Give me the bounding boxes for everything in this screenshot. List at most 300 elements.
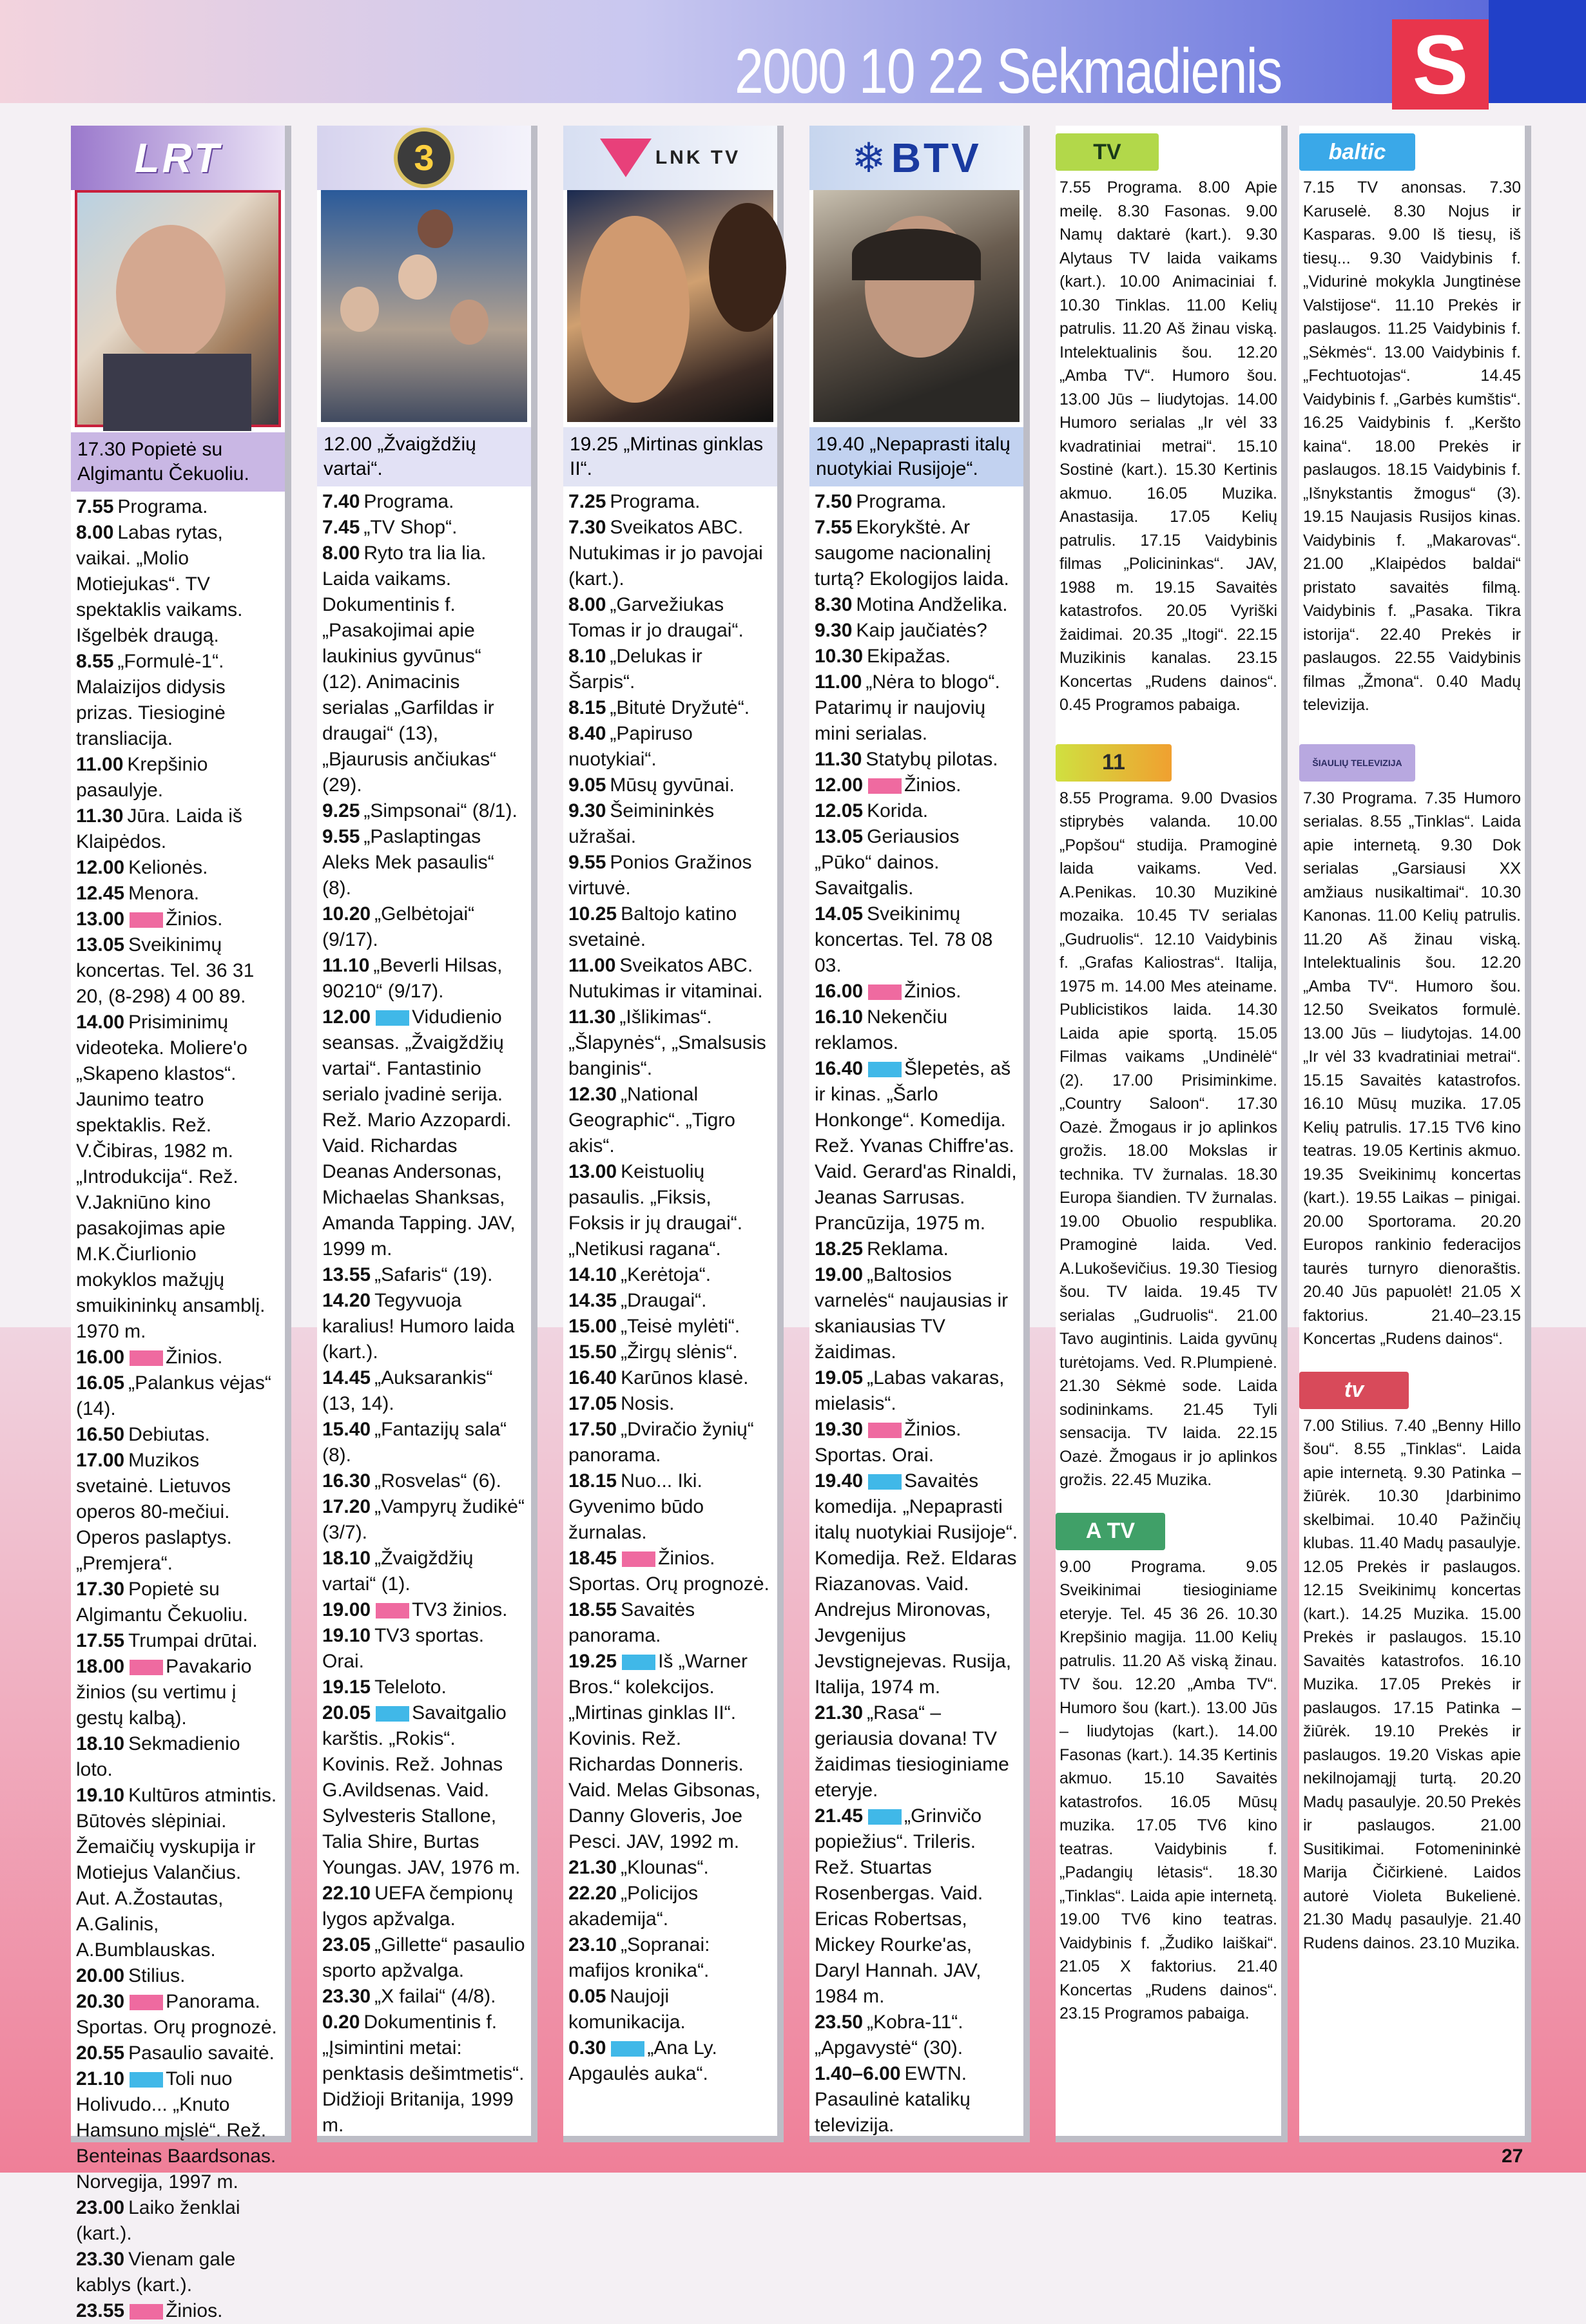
program-title: „Kerėtoja“. <box>621 1264 711 1285</box>
program-row <box>568 1984 772 2035</box>
program-title: „Vampyrų žudikė“ (3/7). <box>322 1496 525 1543</box>
program-time: 9.05 <box>568 774 606 796</box>
program-time: 7.25 <box>568 491 606 512</box>
program-title: Laiko ženklai (kart.). <box>76 2197 240 2244</box>
program-title: Muzikos svetainė. Lietuvos operos 80-mečiui. Operos paslaptys. „Premjera“. <box>76 1450 232 1574</box>
channel-column-lrt <box>71 126 291 2321</box>
program-title: Žinios. <box>904 981 962 1002</box>
film-badge-icon <box>376 1010 409 1026</box>
regional-block-text: 7.30 Programa. 7.35 Humoro serialas. 8.55 „Tinklas“. Laida apie internetą. 9.30 Dok serialas „Garsiausi XX amžiaus nusikaltimai“. 10.30 Kanonas. 11.00 Kelių patrulis. 11.20 Aš žinau viską. Intelektualinis šou. 12.20 „Amba TV“. Humoro šou. 12.50 Sveikatos formulė. 13.00 Jūs – liudytojas. 14.00 „Ir vėl 33 kvadratiniai metrai“. 15.15 Savaitės katastrofos. 16.10 Mūsų muzika. 17.05 Kelių patrulis. 17.15 TV6 kino teatras. 19.05 Kertinis akmuo. 19.35 Sveikinimų koncertas (kart.). 19.55 Laikas – pinigai. 20.00 Sportorama. 20.20 Europos rankinio federacijos taurės turnyro dienoraštis. 20.40 Jūs papuolėt! 21.05 X faktorius. 21.40–23.15 Koncertas „Rudens dainos“. <box>1303 789 1521 1348</box>
program-time: 23.55 <box>76 2300 125 2321</box>
program-time: 8.00 <box>322 543 360 564</box>
program-title: Savaitės komedija. „Nepaprasti italų nuotykiai Rusijoje“. Komedija. Rež. Eldaras Riazanovas. Vaid. Andrejus Mironovas, Jevgenijus Jevstignejevas. Rusija, Italija, 1974 m. <box>815 1470 1018 1698</box>
program-row <box>568 592 772 644</box>
program-time: 9.25 <box>322 800 360 821</box>
program-title: Statybų pilotas. <box>866 749 998 770</box>
program-title: Motina Andželika. <box>856 594 1008 615</box>
program-time: 23.50 <box>815 2012 864 2033</box>
program-row <box>76 752 280 803</box>
program-title: TV3 sportas. Orai. <box>322 1625 485 1672</box>
film-badge-icon <box>130 2072 163 2088</box>
program-time: 8.10 <box>568 646 606 667</box>
channel-column-lnk <box>563 126 784 2142</box>
program-time: 9.55 <box>568 852 606 873</box>
program-row <box>815 618 1018 644</box>
program-title: Sveikinimų koncertas. Tel. 78 08 03. <box>815 903 993 976</box>
program-time: 9.55 <box>322 826 360 847</box>
program-time: 8.40 <box>568 723 606 744</box>
program-row <box>76 1963 280 1989</box>
program-title: „Žirgų slėnis“. <box>621 1341 738 1363</box>
program-row <box>568 515 772 592</box>
program-title: Pavakario žinios (su vertimu į gestų kalbą). <box>76 1656 252 1729</box>
program-title: „Simpsonai“ (8/1). <box>363 800 517 821</box>
program-title: Žinios. <box>166 908 223 930</box>
program-row <box>568 644 772 695</box>
program-row <box>815 979 1018 1004</box>
news-badge-icon <box>868 1423 902 1438</box>
program-title: „Gelbėtojai“ (9/17). <box>322 903 475 950</box>
program-row <box>76 1654 280 1731</box>
news-badge-icon <box>130 1350 163 1366</box>
news-badge-icon <box>130 2304 163 2319</box>
program-title: „Formulė-1“. Malaizijos didysis prizas. Tiesioginė transliacija. <box>76 651 226 749</box>
news-badge-icon <box>130 1660 163 1675</box>
program-time: 18.10 <box>322 1548 371 1569</box>
program-title: Jūra. Laida iš Klaipėdos. <box>76 805 242 852</box>
program-title: Programa. <box>856 491 947 512</box>
program-title: Žinios. <box>166 2300 223 2321</box>
program-time: 14.10 <box>568 1264 617 1285</box>
tv3-highlight: 12.00 „Žvaigždžių vartai“. <box>317 427 531 486</box>
film-badge-icon <box>622 1655 655 1670</box>
program-title: „Bitutė Dryžutė“. <box>610 697 750 718</box>
btv-highlight: 19.40 „Nepaprasti italų nuotykiai Rusijoje“. <box>809 427 1023 486</box>
program-time: 18.00 <box>76 1656 125 1677</box>
channel-column-btv <box>809 126 1030 2142</box>
film-badge-icon <box>611 2041 644 2057</box>
program-title: Karūnos klasė. <box>621 1367 749 1388</box>
header-accent <box>1489 0 1586 103</box>
page-number: 27 <box>1502 2146 1523 2167</box>
program-row <box>322 541 526 798</box>
program-title: Žinios. Sportas. Orai. <box>815 1419 962 1466</box>
program-title: Šlepetės, aš ir kinas. „Šarlo Honkonge“. Komedija. Rež. Yvanas Chiffre'as. Vaid. Gerard'as Rinaldi, Jeanas Sarrusas. Prancūzija, 1975 m. <box>815 1058 1017 1234</box>
program-row <box>76 1010 280 1345</box>
program-time: 19.10 <box>322 1625 371 1646</box>
program-title: Nekenčiu reklamos. <box>815 1006 948 1053</box>
program-row <box>568 773 772 798</box>
regional-block-text: 7.55 Programa. 8.00 Apie meilę. 8.30 Fasonas. 9.00 Namų daktarė (kart.). 9.30 Alytaus TV laida vaikams (kart.). 10.00 Animaciniai f. 10.30 Tinklas. 11.00 Kelių patrulis. 11.20 Aš žinau viską. Intelektualinis šou. 12.20 „Amba TV“. Humoro šou. 13.00 Jūs – liudytojas. 14.00 Humoro serialas „Ir vėl 33 kvadratiniai metrai“. 15.10 Sostinė (kart.). 15.30 Kertinis akmuo. 16.05 Muzika. Anastasija. 17.05 Kelių patrulis. 17.15 Vaidybinis filmas „Policininkas“. JAV, 1988 m. 19.15 Savaitės katastrofos. 20.05 Vyriški žaidimai. 20.35 „Itogi“. 22.15 Muzikinis kanalas. 23.15 Koncertas „Rudens dainos“. 0.45 Programos pabaiga. <box>1059 178 1277 714</box>
program-title: Savaitės panorama. <box>568 1599 695 1646</box>
program-row <box>76 649 280 752</box>
program-row <box>815 1056 1018 1236</box>
program-time: 12.00 <box>815 774 864 796</box>
program-time: 18.15 <box>568 1470 617 1492</box>
program-time: 1.40–6.00 <box>815 2063 901 2084</box>
program-title: „Auksarankis“ (13, 14). <box>322 1367 493 1414</box>
program-time: 10.30 <box>815 646 864 667</box>
program-row <box>76 494 280 520</box>
program-title: „Garvežiukas Tomas ir jo draugai“. <box>568 594 744 641</box>
program-time: 18.55 <box>568 1599 617 1620</box>
program-row <box>568 489 772 515</box>
program-row <box>76 907 280 932</box>
regional-column-left <box>1056 126 1288 2142</box>
program-row <box>568 1391 772 1417</box>
program-time: 13.00 <box>568 1161 617 1182</box>
program-time: 18.45 <box>568 1548 617 1569</box>
program-row <box>568 901 772 953</box>
tv3-program-list <box>317 486 531 2138</box>
program-time: 7.55 <box>76 496 114 517</box>
program-time: 15.50 <box>568 1341 617 1363</box>
program-title: „X failai“ (4/8). <box>374 1986 496 2007</box>
program-title: Debiutas. <box>128 1424 210 1445</box>
program-time: 17.30 <box>76 1579 125 1600</box>
program-row <box>76 1577 280 1628</box>
program-title: Panorama. Sportas. Orų prognozė. <box>76 1991 277 2038</box>
program-time: 14.20 <box>322 1290 371 1311</box>
program-row <box>568 1546 772 1597</box>
program-time: 11.00 <box>815 671 862 693</box>
program-title: „Rasa“ – geriausia dovana! TV žaidimas tiesioginiame eteryje. <box>815 1702 1009 1801</box>
program-row <box>815 669 1018 747</box>
film-badge-icon <box>868 1474 902 1490</box>
program-title: „Kobra-11“. „Apgavystė“ (30). <box>815 2012 963 2059</box>
program-row <box>815 1236 1018 1262</box>
film-badge-icon <box>868 1062 902 1077</box>
program-row <box>815 824 1018 901</box>
program-title: Sveikatos ABC. Nutukimas ir vitaminai. <box>568 955 763 1002</box>
program-title: „Gillette“ pasaulio sporto apžvalga. <box>322 1934 525 1981</box>
program-row <box>76 1628 280 1654</box>
program-row <box>815 1262 1018 1365</box>
program-time: 9.30 <box>815 620 853 641</box>
program-row <box>322 1984 526 2010</box>
program-row <box>322 489 526 515</box>
program-time: 11.30 <box>76 805 124 827</box>
regional-block-baltic-logo: baltic <box>1299 132 1525 172</box>
program-row <box>815 901 1018 979</box>
program-row <box>76 2066 280 2195</box>
program-time: 8.55 <box>76 651 114 672</box>
program-time: 7.50 <box>815 491 853 512</box>
regional-block-11-logo: 11 <box>1056 743 1281 783</box>
program-title: TV3 žinios. <box>412 1599 508 1620</box>
program-row <box>815 592 1018 618</box>
program-row <box>76 932 280 1010</box>
program-title: Kelionės. <box>128 857 208 878</box>
program-title: Sveikatos ABC. Nutukimas ir jo pavojai (kart.). <box>568 517 763 590</box>
program-time: 10.25 <box>568 903 617 925</box>
program-time: 12.00 <box>322 1006 371 1028</box>
program-row <box>815 1803 1018 2010</box>
news-badge-icon <box>868 778 902 794</box>
program-time: 19.15 <box>322 1676 371 1698</box>
program-title: Trumpai drūtai. <box>128 1630 258 1651</box>
program-time: 16.00 <box>815 981 864 1002</box>
program-row <box>322 515 526 541</box>
program-title: „Papiruso nuotykiai“. <box>568 723 693 770</box>
program-time: 16.30 <box>322 1470 371 1492</box>
program-row <box>76 2298 280 2324</box>
program-time: 8.15 <box>568 697 606 718</box>
program-time: 12.30 <box>568 1084 617 1105</box>
program-time: 14.35 <box>568 1290 617 1311</box>
program-time: 14.45 <box>322 1367 371 1388</box>
program-time: 21.30 <box>815 1702 864 1724</box>
program-time: 12.05 <box>815 800 864 821</box>
program-title: Popietė su Algimantu Čekuoliu. <box>76 1579 248 1626</box>
program-row <box>322 824 526 901</box>
program-row <box>568 953 772 1004</box>
program-title: „Grinvičo popiežius“. Trileris. Rež. Stuartas Rosenbergas. Vaid. Ericas Robertsas, Mickey Rourke'as, Daryl Hannah. JAV, 1984 m. <box>815 1805 983 2007</box>
program-title: „Beverli Hilsas, 90210“ (9/17). <box>322 955 503 1002</box>
program-row <box>76 1448 280 1577</box>
program-row <box>76 2041 280 2066</box>
program-time: 7.55 <box>815 517 853 538</box>
program-time: 12.45 <box>76 883 125 904</box>
program-row <box>568 1365 772 1391</box>
program-time: 19.25 <box>568 1651 617 1672</box>
news-badge-icon <box>622 1551 655 1567</box>
program-title: Labas rytas, vaikai. „Molio Motiejukas“. TV spektaklis vaikams. Išgelbėk draugą. <box>76 522 243 646</box>
program-row <box>568 1340 772 1365</box>
program-row <box>76 1422 280 1448</box>
program-row <box>568 1649 772 1855</box>
regional-block-text: 7.00 Stilius. 7.40 „Benny Hillo šou“. 8.55 „Tinklas“. Laida apie internetą. 9.30 Patinka – žiūrėk. 10.30 Įdarbinimo skelbimai. 10.40 Pažinčių klubas. 11.40 Madų pasaulyje. 12.05 Prekės ir paslaugos. 12.15 Sveikinimų koncertas (kart.). 14.25 Muzika. 15.00 Prekės ir paslaugos. 15.10 Savaitės katastrofos. 16.10 Muzika. 17.05 Prekės ir paslaugos. 17.15 Patinka – žiūrėk. 19.10 Prekės ir paslaugos. 19.20 Viskas apie nekilnojamąjį turtą. 20.20 Madų pasaulyje. 20.50 Prekės ir paslaugos. 21.00 Susitikimai. Fotomenininkė Marija Čičirkienė. Laidos autorė Violeta Bukelienė. 21.30 Madų pasaulyje. 21.40 Rudens dainos. 23.10 Muzika. <box>1303 1416 1521 1952</box>
program-row <box>568 1855 772 1881</box>
program-row <box>76 2247 280 2298</box>
program-row <box>568 1468 772 1546</box>
regional-block-siauliu-logo: ŠIAULIŲ TELEVIZIJA <box>1299 743 1525 783</box>
channel-column-tv3 <box>317 126 537 2142</box>
program-title: Kaip jaučiatės? <box>856 620 987 641</box>
program-title: „Sopranai: mafijos kronika“. <box>568 1934 710 1981</box>
program-title: Nuo... Iki. Gyvenimo būdo žurnalas. <box>568 1470 704 1543</box>
program-row <box>322 1365 526 1417</box>
program-time: 13.05 <box>815 826 864 847</box>
program-title: Nosis. <box>621 1393 675 1414</box>
program-row <box>568 1288 772 1314</box>
program-row <box>322 1623 526 1675</box>
program-title: „Nėra to blogo“. Patarimų ir naujovių mini serialas. <box>815 671 1000 744</box>
program-time: 11.00 <box>76 754 124 775</box>
program-time: 23.05 <box>322 1934 371 1955</box>
program-title: Programa. <box>610 491 701 512</box>
program-time: 19.10 <box>76 1785 125 1806</box>
program-row <box>568 2035 772 2087</box>
program-time: 17.50 <box>568 1419 617 1440</box>
program-time: 16.05 <box>76 1372 125 1394</box>
program-row <box>76 520 280 649</box>
program-title: Ekipažas. <box>867 646 951 667</box>
program-title: „Draugai“. <box>621 1290 707 1311</box>
program-row <box>568 1159 772 1262</box>
program-time: 11.00 <box>568 955 616 976</box>
program-title: „Policijos akademija“. <box>568 1883 699 1930</box>
program-row <box>322 1417 526 1468</box>
program-title: Sveikinimų koncertas. Tel. 36 31 20, (8-298) 4 00 89. <box>76 934 255 1007</box>
program-title: Stilius. <box>128 1965 186 1986</box>
program-title: Dokumentinis f. „Įsimintini metai: penktasis dešimtmetis“. Didžioji Britanija, 1999 m. <box>322 2012 525 2136</box>
program-row <box>815 773 1018 798</box>
program-row <box>322 1468 526 1494</box>
program-time: 16.10 <box>815 1006 864 1028</box>
program-row <box>322 1262 526 1288</box>
program-time: 19.30 <box>815 1419 864 1440</box>
program-time: 15.40 <box>322 1419 371 1440</box>
program-title: Mūsų gyvūnai. <box>610 774 735 796</box>
program-row <box>322 2010 526 2138</box>
program-title: Krepšinio pasaulyje. <box>76 754 208 801</box>
film-badge-icon <box>868 1809 902 1825</box>
program-time: 22.10 <box>322 1883 371 1904</box>
program-time: 0.05 <box>568 1986 606 2007</box>
program-title: Vienam gale kablys (kart.). <box>76 2249 236 2296</box>
program-time: 18.25 <box>815 1238 864 1260</box>
program-row <box>568 1597 772 1649</box>
program-title: Ekorykštė. Ar saugome nacionalinį turtą? Ekologijos laida. <box>815 517 1009 590</box>
lrt-photo <box>75 190 281 427</box>
program-row <box>568 798 772 850</box>
lnk-highlight: 19.25 „Mirtinas ginklas II“. <box>563 427 777 486</box>
program-row <box>322 1932 526 1984</box>
program-row <box>322 953 526 1004</box>
program-title: „Žvaigždžių vartai“ (1). <box>322 1548 474 1595</box>
program-title: Prisiminimų videoteka. Moliere'o „Skapeno klastos“. Jaunimo teatro spektaklis. Rež. V.Čibiras, 1982 m. „Introdukcija“. Rež. V.Jakniūno kino pasakojimas apie M.K.Čiurlionio mokyklos mažųjų smuikininkų ansamblį. 1970 m. <box>76 1012 266 1342</box>
program-row <box>568 721 772 773</box>
program-time: 23.00 <box>76 2197 125 2218</box>
program-title: Keistuolių pasaulis. „Fiksis, Foksis ir jų draugai“. „Netikusi ragana“. <box>568 1161 743 1260</box>
program-time: 11.10 <box>322 955 370 976</box>
program-title: „Fantazijų sala“ (8). <box>322 1419 507 1466</box>
program-title: Šeimininkės užrašai. <box>568 800 715 847</box>
program-time: 20.00 <box>76 1965 125 1986</box>
program-time: 20.55 <box>76 2042 125 2064</box>
program-row <box>568 1314 772 1340</box>
program-time: 19.40 <box>815 1470 864 1492</box>
program-row <box>76 1345 280 1370</box>
program-time: 21.45 <box>815 1805 864 1827</box>
program-time: 8.30 <box>815 594 853 615</box>
program-title: „Teisė mylėti“. <box>621 1316 740 1337</box>
program-title: EWTN. Pasaulinė katalikų televizija. <box>815 2063 971 2136</box>
program-time: 11.30 <box>568 1006 616 1028</box>
program-time: 13.05 <box>76 934 125 956</box>
program-title: Tegyvuoja karalius! Humoro laida (kart.). <box>322 1290 515 1363</box>
program-time: 19.05 <box>815 1367 864 1388</box>
program-title: Reklama. <box>867 1238 949 1260</box>
program-title: „TV Shop“. <box>363 517 458 538</box>
program-row <box>568 1417 772 1468</box>
program-title: Žinios. <box>904 774 962 796</box>
program-row <box>815 1004 1018 1056</box>
news-badge-icon <box>130 912 163 928</box>
program-title: „Baltosios varnelės“ naujausias ir skaniausias TV žaidimas. <box>815 1264 1009 1363</box>
program-row <box>322 1675 526 1700</box>
program-row <box>76 1370 280 1422</box>
program-title: „Delukas ir Šarpis“. <box>568 646 702 693</box>
program-title: Iš „Warner Bros.“ kolekcijos. „Mirtinas ginklas II“. Kovinis. Rež. Richardas Donneris. Vaid. Melas Gibsonas, Danny Gloveris, Joe Pesci. JAV, 1992 m. <box>568 1651 760 1852</box>
program-row <box>76 2195 280 2247</box>
program-time: 16.40 <box>815 1058 864 1079</box>
lnk-photo <box>567 190 773 422</box>
program-row <box>815 489 1018 515</box>
tv3-logo: 3 <box>317 126 531 190</box>
program-title: „Labas vakaras, mielasis“. <box>815 1367 1005 1414</box>
lnk-program-list <box>563 486 777 2087</box>
program-time: 22.20 <box>568 1883 617 1904</box>
program-title: „Ana Ly. Apgaulės auka“. <box>568 2037 717 2084</box>
program-row <box>76 1731 280 1783</box>
program-title: Žinios. Sportas. Orų prognozė. <box>568 1548 769 1595</box>
regional-block-atv-logo: A TV <box>1056 1512 1281 1551</box>
program-row <box>568 1881 772 1932</box>
program-title: „Palankus vėjas“ (14). <box>76 1372 271 1419</box>
news-badge-icon <box>868 984 902 1000</box>
program-time: 19.00 <box>322 1599 371 1620</box>
program-title: „Išlikimas“. „Šlapynės“, „Smalsusis banginis“. <box>568 1006 766 1079</box>
program-time: 17.00 <box>76 1450 125 1471</box>
program-row <box>815 1700 1018 1803</box>
program-title: „Dviračio žynių“ panorama. <box>568 1419 754 1466</box>
program-time: 15.00 <box>568 1316 617 1337</box>
page-date: 2000 10 22 Sekmadienis <box>735 35 1282 106</box>
program-row <box>568 1932 772 1984</box>
program-title: „Safaris“ (19). <box>374 1264 493 1285</box>
program-row <box>815 515 1018 592</box>
program-time: 13.55 <box>322 1264 371 1285</box>
regional-block-text: 8.55 Programa. 9.00 Dvasios stiprybės valanda. 10.00 „Popšou“ studija. Pramoginė laida vaikams. Ved. A.Penikas. 10.30 Muzikinė mozaika. 10.45 TV serialas „Gudruolis“. 12.10 Vaidybinis f. „Grafas Kaliostras“. Italija, 1975 m. 14.00 Mes ateiname. Publicistikos laida. 14.30 Laida apie sportą. 15.05 Filmas vaikams „Undinėlė“ (2). 17.00 Prisiminkime. „Country Saloon“. 17.30 Oazė. Žmogaus ir jo aplinkos grožis. 18.00 Mokslas ir technika. TV žurnalas. 18.30 Europa šiandien. TV žurnalas. 19.00 Obuolio respublika. Pramoginė laida. Ved. A.Lukoševičius. 19.30 Tiesiog šou. TV laida. 19.45 TV serialas „Gudruolis“. 21.00 Tavo augintinis. Laida gyvūnų turėtojams. Ved. R.Plumpienė. 21.30 Sėkmė sode. Laida sodininkams. 21.45 Tyli sensacija. TV laida. 22.15 Oazė. Žmogaus ir jo aplinkos grožis. 22.45 Muzika. <box>1059 789 1277 1489</box>
day-letter: S <box>1392 19 1489 110</box>
snowflake-icon: ❄ <box>851 134 886 181</box>
lnk-logo: LNK TV <box>563 126 777 190</box>
program-time: 10.20 <box>322 903 371 925</box>
program-time: 20.05 <box>322 1702 371 1724</box>
program-time: 9.30 <box>568 800 606 821</box>
film-badge-icon <box>376 1706 409 1722</box>
program-time: 11.30 <box>815 749 862 770</box>
program-title: Sekmadienio loto. <box>76 1733 240 1780</box>
program-row <box>815 798 1018 824</box>
program-row <box>568 850 772 901</box>
lrt-program-list <box>71 492 285 2324</box>
program-title: Geriausios „Pūko“ dainos. Savaitgalis. <box>815 826 960 899</box>
program-row <box>322 901 526 953</box>
program-row <box>815 2061 1018 2138</box>
news-badge-icon <box>130 1995 163 2010</box>
program-time: 8.00 <box>568 594 606 615</box>
program-title: „Rosvelas“ (6). <box>374 1470 501 1492</box>
program-time: 20.30 <box>76 1991 125 2012</box>
program-row <box>568 1262 772 1288</box>
program-row <box>322 1288 526 1365</box>
program-row <box>76 803 280 855</box>
regional-block-tv-logo: TV <box>1056 132 1281 172</box>
program-title: Ryto tra lia lia. Laida vaikams. Dokumentinis f. „Pasakojimai apie laukinius gyvūnus“ (12). Animacinis serialas „Garfildas ir draugai“ (13), „Bjaurusis ančiukas“ (29). <box>322 543 497 796</box>
program-title: Programa. <box>117 496 208 517</box>
program-time: 16.50 <box>76 1424 125 1445</box>
program-time: 8.00 <box>76 522 114 543</box>
program-row <box>322 1494 526 1546</box>
program-time: 17.55 <box>76 1630 125 1651</box>
program-title: Menora. <box>128 883 200 904</box>
program-row <box>815 2010 1018 2061</box>
program-title: Žinios. <box>166 1347 223 1368</box>
btv-logo: ❄ BTV <box>809 126 1023 190</box>
